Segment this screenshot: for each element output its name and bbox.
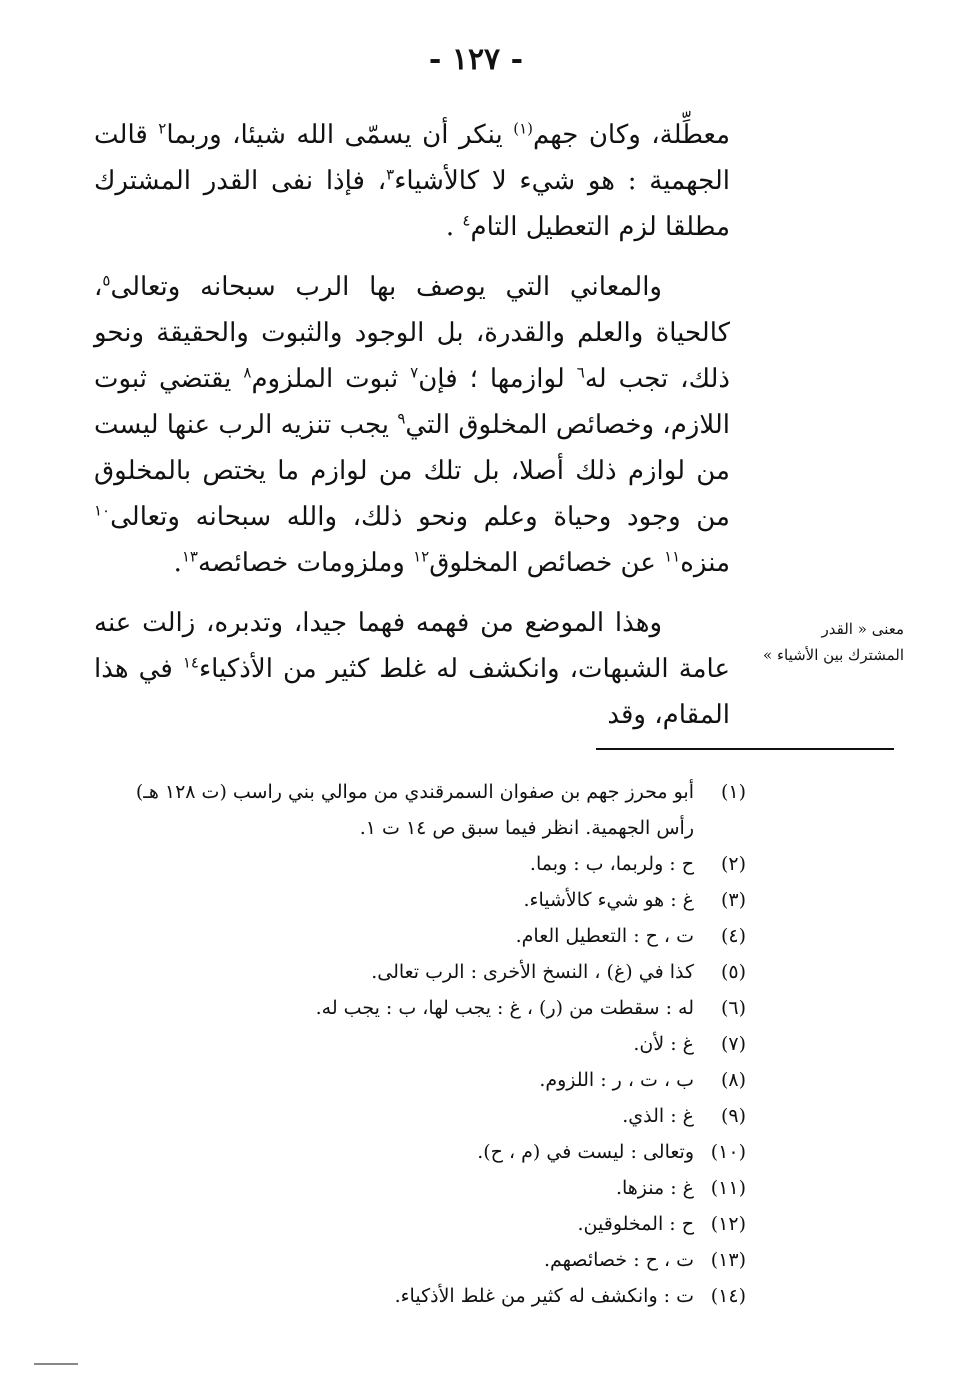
- footnote-ref: ١٠: [94, 501, 111, 520]
- footnote-number: (٣): [720, 889, 746, 911]
- footnote-number: (١): [720, 781, 746, 803]
- footnote-ref: ١١: [664, 547, 681, 566]
- footnote-number: (٦): [720, 997, 746, 1019]
- footnote: [96, 846, 746, 882]
- footnote-ref: ٩: [397, 409, 406, 428]
- margin-note-line: المشترك بين الأشياء »: [763, 646, 904, 664]
- page-number: - ١٢٧ -: [428, 42, 524, 77]
- paragraph-2: [94, 264, 730, 586]
- text-run: لوازمها ؛ فإن: [418, 364, 577, 394]
- footnote-number: (٩): [720, 1105, 746, 1127]
- footnote: [96, 1170, 746, 1206]
- text-run: ثبوت الملزوم: [251, 364, 411, 394]
- footnote-number: (٧): [720, 1033, 746, 1055]
- text-run: يجب تنزيه الرب عنها ليست من لوازم ذلك أصلا، بل تلك من لوازم ما يختص بالمخلوق من وجود وحياة وعلم ونحو ذلك، والله سبحانه وتعالى: [94, 410, 730, 532]
- footnote: [96, 1134, 746, 1170]
- margin-note-line: معنى « القدر: [821, 620, 904, 638]
- footnote-number: (١٠): [710, 1141, 746, 1163]
- footnote-text: ب ، ت ، ر : اللزوم.: [539, 1069, 694, 1091]
- footnote-text: ت ، ح : خصائصهم.: [543, 1249, 694, 1271]
- footnote-ref: ٢: [158, 119, 167, 138]
- paragraph-1: [94, 112, 730, 250]
- text-run: وملزومات خصائصه: [197, 548, 414, 578]
- footnote-text: له : سقطت من (ر) ، غ : يجب لها، ب : يجب له.: [315, 997, 694, 1019]
- footnote-text: كذا في (غ) ، النسخ الأخرى : الرب تعالى.: [371, 961, 694, 983]
- text-run: وهذا الموضع من فهمه فهما جيدا، وتدبره، زالت عنه عامة الشبهات، وانكشف له غلط كثير من الأذكياء: [94, 608, 730, 684]
- footnote-number: (١١): [710, 1177, 746, 1199]
- footnote-text: غ : هو شيء كالأشياء.: [523, 889, 694, 911]
- footnote: [96, 1278, 746, 1314]
- footnote-ref: ٥: [102, 271, 111, 290]
- footnote-text: أبو محرز جهم بن صفوان السمرقندي من موالي بني راسب (ت ١٢٨ هـ) رأس الجهمية. انظر فيما سبق ص ١٤ ت ١.: [135, 781, 694, 839]
- footnote-number: (٤): [720, 925, 746, 947]
- text-run: والمعاني التي يوصف بها الرب سبحانه وتعالى: [110, 272, 662, 302]
- text-run: ينكر أن يسمّى الله شيئا، وربما: [166, 120, 514, 150]
- footnotes: [96, 774, 746, 1314]
- footnote-ref: ٤: [462, 211, 471, 230]
- footnote-number: (١٢): [710, 1213, 746, 1235]
- footnote-number: (١٤): [710, 1285, 746, 1307]
- footnote-text: ت : وانكشف له كثير من غلط الأذكياء.: [394, 1285, 694, 1307]
- text-run: .: [445, 212, 463, 242]
- footnote: [96, 882, 746, 918]
- footnote: [96, 1062, 746, 1098]
- footnote-ref: (١): [513, 119, 533, 138]
- footnote-number: (٥): [720, 961, 746, 983]
- footnote-number: (٨): [720, 1069, 746, 1091]
- footnote: [96, 918, 746, 954]
- paragraph-3: [94, 600, 730, 738]
- footnote-text: ح : المخلوقين.: [577, 1213, 694, 1235]
- footnote-ref: ٧: [410, 363, 419, 382]
- footnote-text: وتعالى : ليست في (م ، ح).: [477, 1141, 694, 1163]
- footnote: [96, 1206, 746, 1242]
- footnote-text: ت ، ح : التعطيل العام.: [515, 925, 694, 947]
- footnote-text: غ : لأن.: [633, 1033, 694, 1055]
- footnote-separator: [596, 748, 894, 750]
- text-run: .: [173, 548, 182, 578]
- footnote-ref: ٦: [576, 363, 585, 382]
- footnote-number: (١٣): [710, 1249, 746, 1271]
- text-run: ، كالحياة والعلم والقدرة، بل الوجود والثبوت والحقيقة ونحو ذلك، تجب له: [94, 272, 730, 394]
- main-text: [94, 112, 730, 738]
- footnote: [96, 990, 746, 1026]
- footnote-ref: ٣: [386, 165, 395, 184]
- footnote: [96, 1242, 746, 1278]
- footnote-ref: ١٢: [413, 547, 430, 566]
- footnote-number: (٢): [720, 853, 746, 875]
- text-run: قالت الجهمية : هو شيء لا كالأشياء: [94, 120, 731, 196]
- footnote-ref: ١٣: [181, 547, 198, 566]
- margin-note: [756, 616, 904, 668]
- text-run: عن خصائص المخلوق: [429, 548, 665, 578]
- footnote: [96, 1026, 746, 1062]
- text-run: يقتضي ثبوت اللازم، وخصائص المخلوق التي: [94, 364, 730, 440]
- footnote-ref: ٨: [243, 363, 252, 382]
- footnote-text: ح : ولربما، ب : وبما.: [529, 853, 694, 875]
- text-run: ، فإذا نفى القدر المشترك مطلقا لزم التعطيل التام: [94, 166, 730, 242]
- footnote-ref: ١٤: [182, 653, 199, 672]
- text-run: معطِّلة، وكان جهم: [533, 120, 730, 150]
- footnote: [96, 1098, 746, 1134]
- footnote-text: غ : منزها.: [615, 1177, 694, 1199]
- text-run: منزه: [680, 548, 730, 578]
- footnote: [96, 774, 746, 846]
- footnote: [96, 954, 746, 990]
- footnote-text: غ : الذي.: [622, 1105, 694, 1127]
- text-run: في هذا المقام، وقد: [94, 654, 730, 730]
- scan-edge-mark: [34, 1363, 78, 1365]
